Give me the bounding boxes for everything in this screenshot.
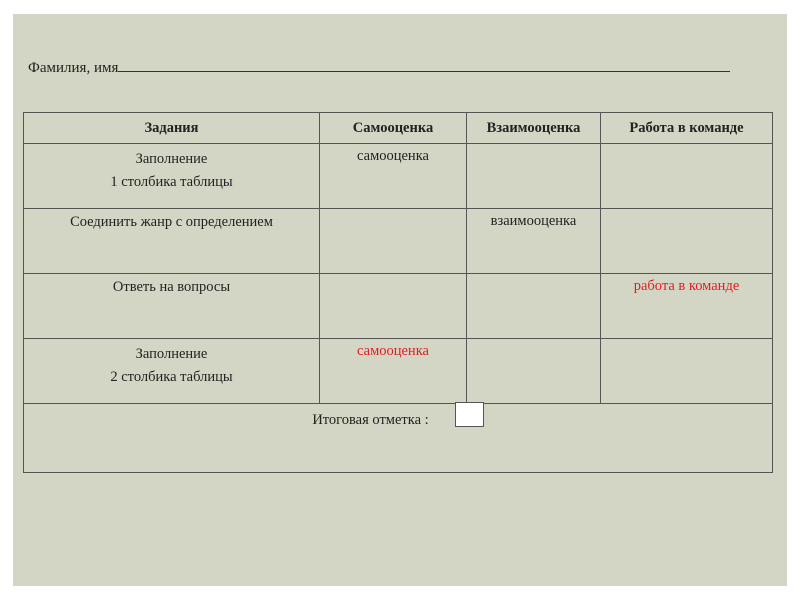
self-assessment-cell[interactable] xyxy=(320,339,467,404)
task-cell xyxy=(24,144,320,209)
self-assessment-text: самооценка xyxy=(357,148,429,164)
teamwork-cell[interactable] xyxy=(601,144,773,209)
column-header-teamwork: Работа в команде xyxy=(601,113,773,144)
final-grade-box[interactable] xyxy=(455,402,484,427)
teamwork-cell[interactable] xyxy=(601,339,773,404)
name-field xyxy=(28,58,730,77)
name-label: Фамилия, имя xyxy=(28,60,119,76)
name-underline[interactable] xyxy=(118,58,730,72)
teamwork-cell[interactable] xyxy=(601,274,773,339)
table-header-row xyxy=(24,113,773,144)
table-row xyxy=(24,339,773,404)
task-cell xyxy=(24,274,320,339)
worksheet-slide xyxy=(13,14,787,586)
column-header-tasks: Задания xyxy=(24,113,320,144)
teamwork-text: работа в команде xyxy=(633,278,740,294)
total-label: Итоговая отметка : xyxy=(312,412,429,428)
table-row xyxy=(24,274,773,339)
peer-assessment-text: взаимооценка xyxy=(490,213,577,229)
peer-assessment-cell[interactable] xyxy=(467,339,601,404)
assessment-table xyxy=(23,112,773,473)
total-row xyxy=(24,404,773,473)
task-text: Заполнение xyxy=(135,346,208,362)
column-header-peer-assessment: Взаимооценка xyxy=(467,113,601,144)
peer-assessment-cell[interactable] xyxy=(467,209,601,274)
column-header-self-assessment: Самооценка xyxy=(320,113,467,144)
task-cell xyxy=(24,339,320,404)
self-assessment-cell[interactable] xyxy=(320,274,467,339)
peer-assessment-cell[interactable] xyxy=(467,274,601,339)
total-cell xyxy=(24,404,773,473)
self-assessment-cell[interactable] xyxy=(320,209,467,274)
task-text: Ответь на вопросы xyxy=(112,279,231,295)
task-text: 1 столбика таблицы xyxy=(110,174,233,190)
self-assessment-cell[interactable] xyxy=(320,144,467,209)
task-cell xyxy=(24,209,320,274)
task-text: 2 столбика таблицы xyxy=(110,369,233,385)
peer-assessment-cell[interactable] xyxy=(467,144,601,209)
table-row xyxy=(24,144,773,209)
self-assessment-text: самооценка xyxy=(357,343,429,359)
task-text: Заполнение xyxy=(135,151,208,167)
task-text: Соединить жанр с определением xyxy=(70,214,273,230)
teamwork-cell[interactable] xyxy=(601,209,773,274)
table-row xyxy=(24,209,773,274)
